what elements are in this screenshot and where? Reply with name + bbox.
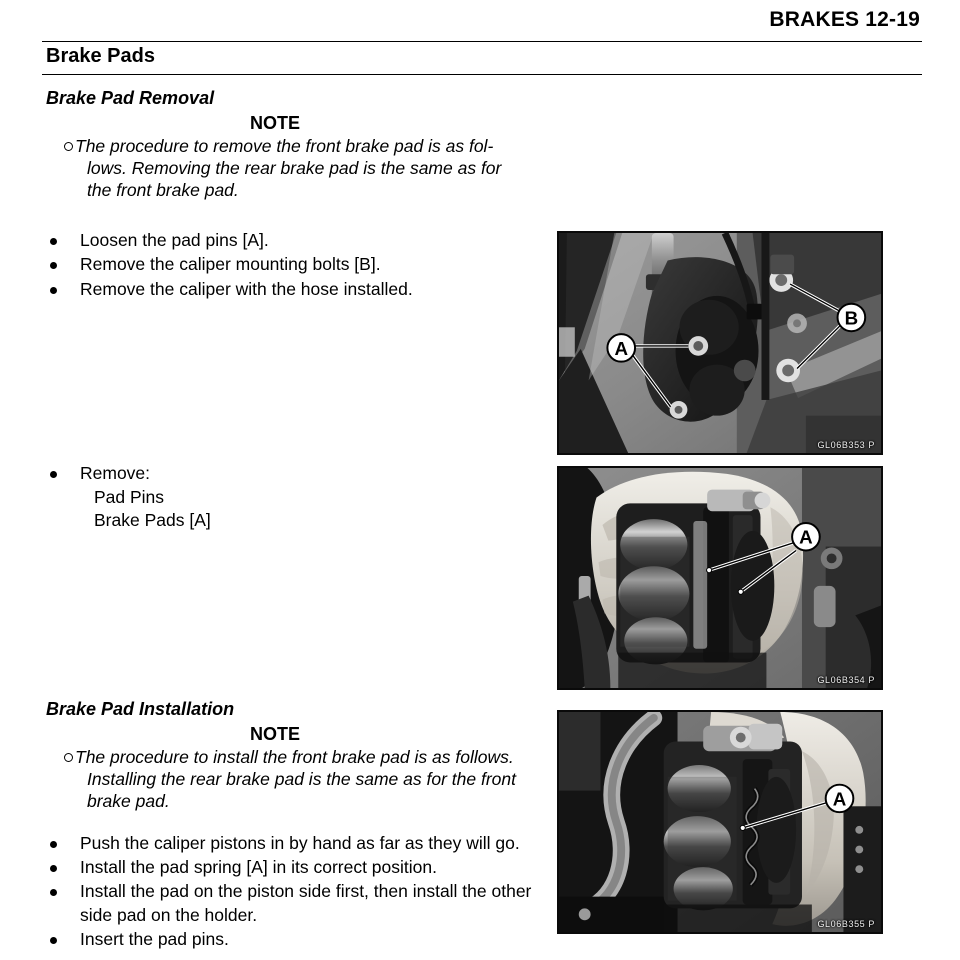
heading-brake-pad-installation: Brake Pad Installation [46,698,235,719]
figure-pad-spring-install [557,710,883,934]
step-text-cont: side pad on the holder. [80,904,258,925]
note-line-1: The procedure to remove the front brake pad is as fol- [75,136,494,156]
note-body [46,135,546,201]
remove-parts-list [46,462,546,485]
note-installation [46,724,546,812]
figure-2-photo [559,468,881,688]
note-line-3: brake pad. [87,790,170,811]
filled-bullet-icon [50,937,57,944]
remove-sub-item: Brake Pads [A] [94,510,211,531]
note-title: NOTE [249,723,300,744]
spacer [46,302,546,462]
svg-text:A: A [614,337,629,359]
list-item [46,462,546,485]
figure-id: GL06B355 P [817,919,875,929]
note-line-3: the front brake pad. [87,180,239,201]
list-item [46,229,546,252]
step-text: Remove the caliper mounting bolts [B]. [80,254,381,275]
list-item [46,278,546,301]
hollow-circle-bullet-icon [64,753,73,762]
note-title: NOTE [249,113,300,133]
header-chapter-page: BRAKES 12-19 [769,8,920,31]
filled-bullet-icon [50,865,57,872]
note-body [46,746,546,812]
remove-sub-item: Pad Pins [94,487,165,508]
figure-id: GL06B353 P [817,440,875,450]
figure-caliper-in-hand [557,466,883,690]
removal-steps-list [46,229,546,301]
list-item [46,253,546,276]
figure-1-photo [559,233,881,453]
spacer [46,818,546,832]
note-line-2: lows. Removing the rear brake pad is the same as for [87,158,502,179]
step-text: Install the pad spring [A] in its correct position. [80,857,437,878]
note-line-2: Installing the rear brake pad is the same as for the front [87,768,516,789]
remove-label: Remove: [80,462,151,483]
svg-text:A: A [832,788,847,810]
note-text [74,746,546,812]
note-removal [46,113,546,201]
list-item [46,856,546,879]
page-title: Brake Pads [46,45,155,67]
list-item [46,880,546,927]
step-text: Remove the caliper with the hose installed. [80,278,413,299]
filled-bullet-icon [50,287,57,294]
step-text: Push the caliper pistons in by hand as far as they will go. [80,832,520,853]
hollow-circle-bullet-icon [64,142,73,151]
figure-3-photo [559,712,881,932]
spacer [46,533,546,699]
figure-id: GL06B354 P [817,675,875,685]
svg-text:B: B [844,307,859,329]
step-text: Loosen the pad pins [A]. [80,230,269,251]
filled-bullet-icon [50,262,57,269]
note-line-1: The procedure to install the front brake pad is as follows. [75,746,514,767]
header-rule-top [42,41,922,42]
note-text [74,135,546,201]
list-item [46,832,546,855]
step-text: Insert the pad pins. [80,928,229,949]
header-rule-bottom [42,74,922,75]
figure-caliper-mounted [557,231,883,455]
heading-brake-pad-removal: Brake Pad Removal [46,88,215,108]
svg-text:A: A [799,526,813,548]
page-header [40,8,920,36]
filled-bullet-icon [50,238,57,245]
content-column [46,88,546,952]
list-item [46,928,546,951]
installation-steps-list [46,832,546,951]
filled-bullet-icon [50,471,57,478]
filled-bullet-icon [50,841,57,848]
spacer [46,207,546,229]
filled-bullet-icon [50,889,57,896]
step-text: Install the pad on the piston side first, then install the other [80,881,532,902]
